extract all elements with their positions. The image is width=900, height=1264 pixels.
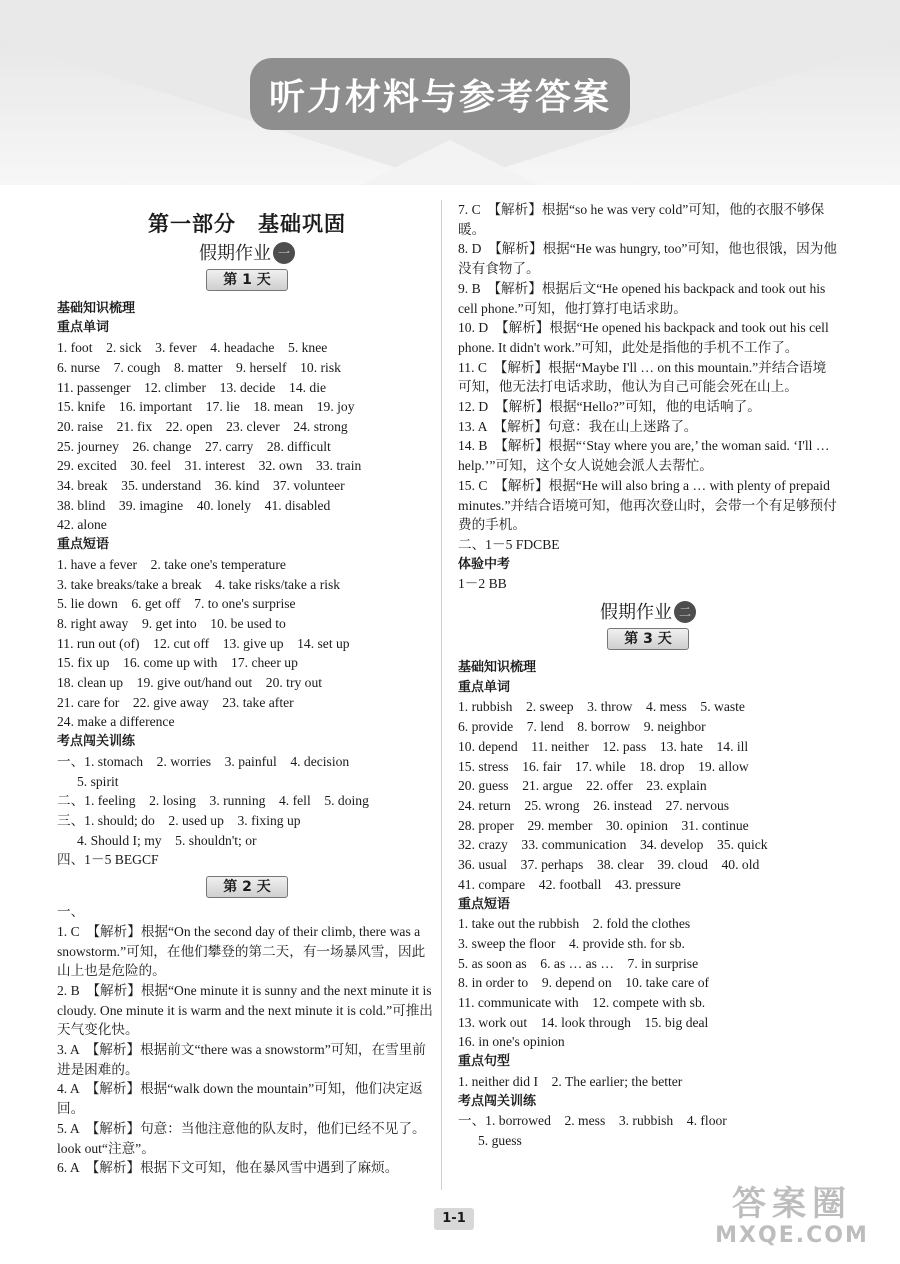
homework-label: 假期作业 — [600, 602, 672, 624]
list-item: 42. alone — [57, 517, 107, 533]
list-item: 24. make a difference — [57, 714, 175, 730]
day-label: 第 1 天 — [206, 269, 288, 291]
answer-item: 4. A 【解析】根据“walk down the mountain”可知，他们决定返回。 — [57, 1081, 423, 1117]
list-item: 18. clean up 19. give out/hand out 20. try out — [57, 675, 323, 691]
list-item: 1. foot 2. sick 3. fever 4. headache 5. knee — [57, 340, 328, 356]
list-item: 5. as soon as 6. as … as … 7. in surprise — [458, 955, 699, 971]
subsection-heading: 重点单词 — [57, 320, 110, 336]
subsection-heading: 考点闯关训练 — [57, 734, 136, 750]
word-list — [458, 697, 838, 894]
answer-item: 3. A 【解析】根据前文“there was a snowstorm”可知，在雪里前进是困难的。 — [57, 1042, 426, 1077]
right-column — [458, 200, 838, 1151]
homework-label: 假期作业 — [199, 242, 271, 264]
list-item: 1. rubbish 2. sweep 3. throw 4. mess 5. waste — [458, 699, 745, 715]
page-number: 1-1 — [434, 1208, 474, 1230]
list-item: 二、1. feeling 2. losing 3. running 4. fell 5. doing — [57, 793, 369, 809]
answer-item: 2. B 【解析】根据“One minute it is sunny and the next minute it is cloudy. One minute it is warm and the next minute it is cold.”可推出天气变化快。 — [57, 982, 433, 1038]
answer-item: 14. B 【解析】根据“‘Stay where you are,’ the woman said. ‘I'll … help.’”可知，这个女人说她会派人去帮忙。 — [458, 438, 830, 474]
list-item: 15. fix up 16. come up with 17. cheer up — [57, 655, 298, 671]
part-title: 第一部分 基础巩固 — [148, 212, 346, 236]
answer-item: 6. A 【解析】根据下文可知，他在暴风雪中遇到了麻烦。 — [57, 1160, 399, 1176]
homework-title-1 — [57, 241, 437, 267]
list-item: 10. depend 11. neither 12. pass 13. hate 14. ill — [458, 738, 749, 754]
day-label: 第 3 天 — [607, 628, 689, 650]
list-item: 16. in one's opinion — [458, 1034, 565, 1050]
list-item: 21. care for 22. give away 23. take after — [57, 694, 294, 710]
list-item: 三、1. should; do 2. used up 3. fixing up — [57, 812, 301, 828]
subsection-heading: 重点短语 — [57, 537, 110, 553]
list-item: 11. run out (of) 12. cut off 13. give up 14. set up — [57, 635, 350, 651]
list-item: 1. take out the rubbish 2. fold the clothes — [458, 916, 691, 932]
list-item: 5. lie down 6. get off 7. to one's surprise — [57, 596, 296, 612]
list-item: 20. raise 21. fix 22. open 23. clever 24. strong — [57, 418, 348, 434]
homework-number-badge: 一 — [273, 242, 295, 264]
list-item: 36. usual 37. perhaps 38. clear 39. cloud 40. old — [458, 857, 760, 873]
section-heading: 基础知识梳理 — [57, 300, 136, 316]
subsection-heading: 重点短语 — [458, 896, 511, 912]
watermark-logo — [702, 1184, 882, 1254]
phrase-list — [57, 555, 437, 732]
answer-item: 1. C 【解析】根据“On the second day of their climb, there was a snowstorm.”可知，在他们攀登的第二天，有一场暴风雪，因此山上也是危险的。 — [57, 923, 426, 979]
list-item: 一、1. stomach 2. worries 3. painful 4. decision — [57, 753, 350, 769]
list-item: 29. excited 30. feel 31. interest 32. own 33. train — [57, 458, 362, 474]
phrase-list — [458, 914, 838, 1052]
section-number: 一、 — [57, 904, 85, 920]
section-answer: 二、1－5 FDCBE — [458, 536, 560, 552]
column-divider — [441, 200, 442, 1190]
list-item: 1. neither did I 2. The earlier; the better — [458, 1073, 683, 1089]
watermark-url: MXQE.COM — [715, 1223, 869, 1248]
answer-item: 15. C 【解析】根据“He will also bring a … with plenty of prepaid minutes.”并结合语境可知，他再次登山时，会带一个有足够预付费的手机。 — [458, 477, 837, 533]
list-item: 11. passenger 12. climber 13. decide 14. die — [57, 379, 327, 395]
answer-item: 11. C 【解析】根据“Maybe I'll … on this mountain.”并结合语境可知，他无法打电话求助，他认为自己可能会死在山上。 — [458, 359, 827, 395]
list-item: 41. compare 42. football 43. pressure — [458, 876, 681, 892]
list-item: 3. sweep the floor 4. provide sth. for sb. — [458, 935, 685, 951]
drill-list — [458, 1111, 838, 1150]
list-item: 25. journey 26. change 27. carry 28. difficult — [57, 438, 331, 454]
watermark-text: 答案圈 — [732, 1184, 852, 1224]
subsection-heading: 体验中考 — [458, 556, 511, 572]
answer-item: 7. C 【解析】根据“so he was very cold”可知，他的衣服不够保暖。 — [458, 202, 825, 237]
list-item: 6. provide 7. lend 8. borrow 9. neighbor — [458, 719, 706, 735]
subsection-heading: 考点闯关训练 — [458, 1093, 537, 1109]
list-item: 8. in order to 9. depend on 10. take care of — [458, 975, 710, 991]
list-item: 15. knife 16. important 17. lie 18. mean 19. joy — [57, 399, 355, 415]
left-column — [57, 200, 437, 1178]
list-item: 20. guess 21. argue 22. offer 23. explain — [458, 778, 707, 794]
list-item: 38. blind 39. imagine 40. lonely 41. disabled — [57, 497, 331, 513]
subsection-heading: 重点单词 — [458, 679, 511, 695]
list-item: 一、1. borrowed 2. mess 3. rubbish 4. floor — [458, 1113, 727, 1129]
list-item: 24. return 25. wrong 26. instead 27. nervous — [458, 797, 730, 813]
answer-item: 8. D 【解析】根据“He was hungry, too”可知，他也很饿，因为他没有食物了。 — [458, 241, 837, 277]
answer-item: 13. A 【解析】句意：我在山上迷路了。 — [458, 418, 698, 434]
exam-answer: 1－2 BB — [458, 576, 507, 592]
list-item: 1. have a fever 2. take one's temperature — [57, 556, 286, 572]
subsection-heading: 重点句型 — [458, 1054, 511, 1070]
list-item: 11. communicate with 12. compete with sb. — [458, 995, 706, 1011]
list-item: 5. spirit — [77, 773, 119, 789]
page-title: 听力材料与参考答案 — [250, 58, 630, 130]
answer-item: 9. B 【解析】根据后文“He opened his backpack and took out his cell phone.”可知，他打算打电话求助。 — [458, 280, 826, 316]
list-item: 34. break 35. understand 36. kind 37. volunteer — [57, 478, 345, 494]
answer-item: 12. D 【解析】根据“Hello?”可知，他的电话响了。 — [458, 399, 761, 415]
list-item: 四、1－5 BEGCF — [57, 852, 159, 868]
list-item: 6. nurse 7. cough 8. matter 9. herself 10. risk — [57, 359, 341, 375]
list-item: 3. take breaks/take a break 4. take risks/take a risk — [57, 576, 341, 592]
homework-number-badge: 二 — [674, 601, 696, 623]
list-item: 8. right away 9. get into 10. be used to — [57, 615, 286, 631]
list-item: 13. work out 14. look through 15. big deal — [458, 1014, 709, 1030]
drill-list — [57, 752, 437, 870]
day-label: 第 2 天 — [206, 876, 288, 898]
answer-item: 5. A 【解析】句意：当他注意他的队友时，他们已经不见了。look out“注意”。 — [57, 1120, 426, 1156]
list-item: 32. crazy 33. communication 34. develop 35. quick — [458, 837, 768, 853]
word-list — [57, 338, 437, 535]
list-item: 5. guess — [478, 1132, 522, 1148]
answer-list — [458, 200, 838, 535]
section-heading: 基础知识梳理 — [458, 660, 537, 676]
list-item: 28. proper 29. member 30. opinion 31. continue — [458, 817, 749, 833]
homework-title-2 — [458, 600, 838, 626]
list-item: 15. stress 16. fair 17. while 18. drop 19. allow — [458, 758, 749, 774]
list-item: 4. Should I; my 5. shouldn't; or — [77, 832, 257, 848]
answer-item: 10. D 【解析】根据“He opened his backpack and took out his cell phone. It didn't work.”可知，此处是指他的手机不工作了。 — [458, 320, 829, 355]
answer-list — [57, 922, 437, 1178]
header-banner — [0, 0, 900, 185]
